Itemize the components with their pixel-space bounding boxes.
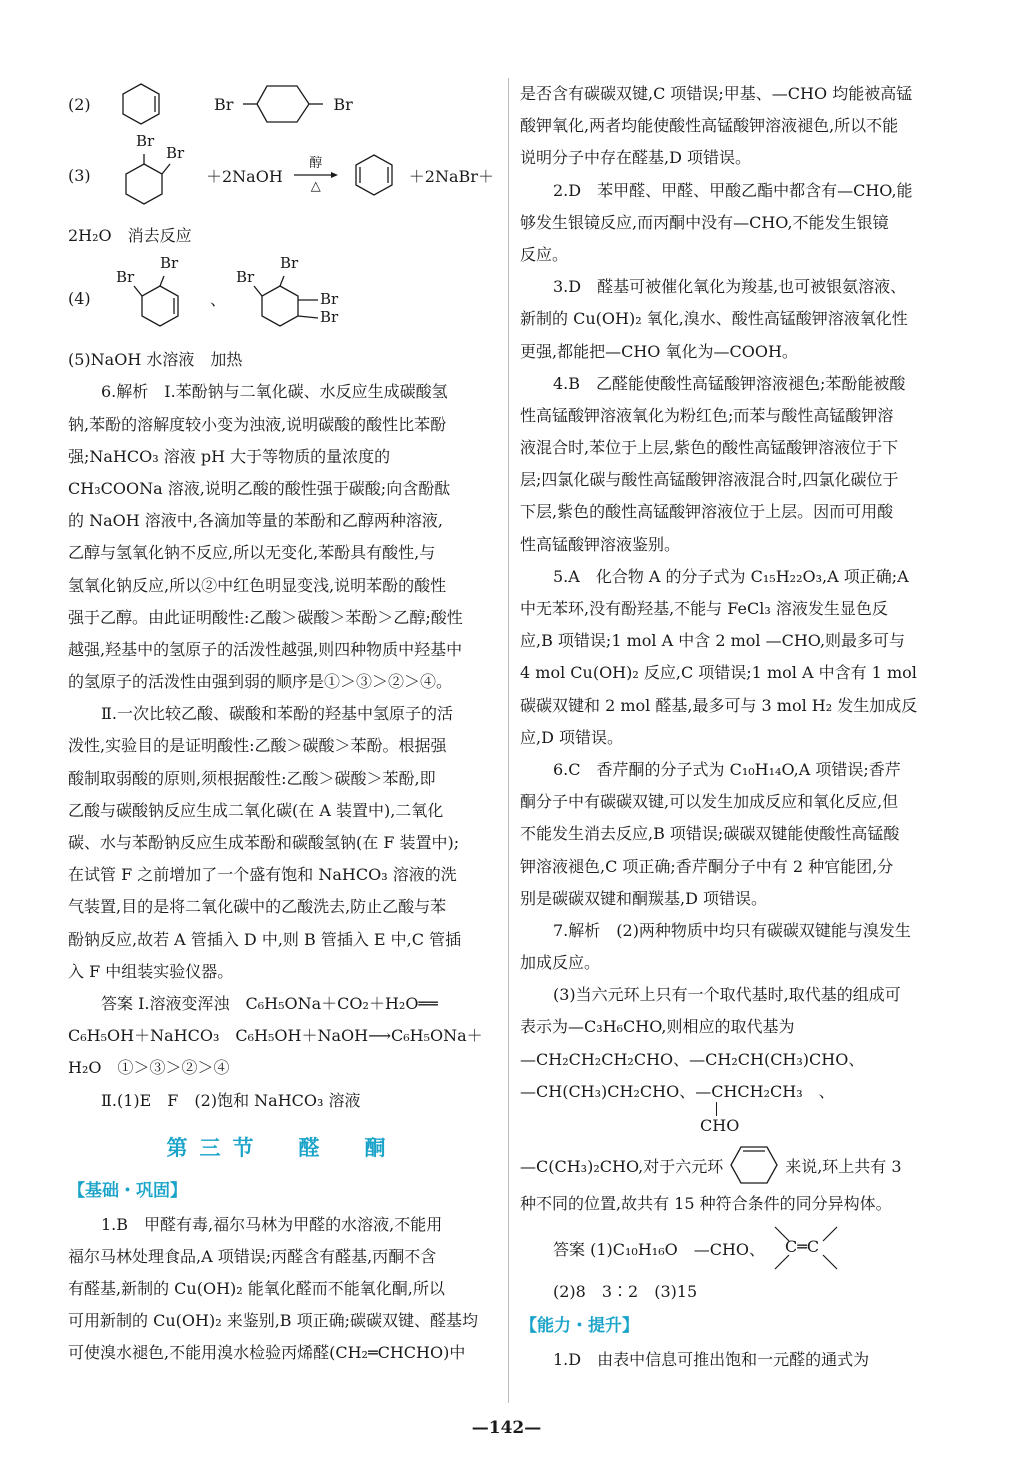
r-line-9: 更强,都能把—CHO 氧化为—COOH。 bbox=[520, 341, 798, 361]
q1-line-2: 福尔马林处理食品,A 项错误;丙醛含有醛基,丙酮不含 bbox=[68, 1246, 437, 1266]
r-line-3: 说明分子中存在醛基,D 项错误。 bbox=[520, 148, 752, 168]
r-line-19: 4 mol Cu(OH)₂ 反应,C 项错误;1 mol A 中含有 1 mol bbox=[520, 663, 917, 683]
item-4-separator: 、 bbox=[210, 289, 227, 309]
item-4-br-e: Br bbox=[320, 290, 339, 309]
page-number: —142— bbox=[471, 1418, 542, 1438]
q6-line-12: 泼性,实验目的是证明酸性:乙酸＞碳酸＞苯酚。根据强 bbox=[68, 736, 447, 756]
r-line-7: 3.D 醛基可被催化氧化为羧基,也可被银氨溶液、 bbox=[553, 277, 907, 297]
r-line-13: 层;四氯化碳与酸性高锰酸钾溶液混合时,四氯化碳位于 bbox=[520, 470, 899, 490]
r-line-16: 5.A 化合物 A 的分子式为 C₁₅H₂₂O₃,A 项正确;A bbox=[553, 566, 909, 586]
ring-line bbox=[520, 1142, 950, 1188]
dibromocyclohexene bbox=[116, 254, 200, 342]
r-line-14: 下层,紫色的酸性高锰酸钾溶液位于上层。因而可用酸 bbox=[520, 502, 894, 522]
item-3-br-a: Br bbox=[136, 132, 155, 150]
r-line-11: 性高锰酸钾溶液氧化为粉红色;而苯与酸性高锰酸钾溶 bbox=[520, 405, 894, 425]
cc-label: C═C bbox=[785, 1237, 820, 1257]
r-line-24: 不能发生消去反应,B 项错误;碳碳双键能使酸性高锰酸 bbox=[520, 824, 900, 844]
q6-line-19: 入 F 中组装实验仪器。 bbox=[68, 961, 234, 981]
cyclohexane-tetrabromo-icon bbox=[236, 254, 356, 342]
q6-line-5: 的 NaOH 溶液中,各滴加等量的苯酚和乙醇两种溶液, bbox=[68, 511, 443, 531]
r-line-30: 表示为—C₃H₆CHO,则相应的取代基为 bbox=[520, 1017, 795, 1037]
arrow-condition-bottom: △ bbox=[310, 179, 321, 194]
q7-answer-2: (2)8 3∶2 (3)15 bbox=[553, 1282, 698, 1302]
cyclohexane-icon bbox=[116, 132, 196, 218]
item-4-br-f: Br bbox=[320, 308, 339, 327]
r-line-25: 钾溶液褪色,C 项正确;香芹酮分子中有 2 种官能团,分 bbox=[520, 856, 894, 876]
item-2-br-left: Br bbox=[214, 94, 234, 114]
item-2-label: (2) bbox=[68, 94, 91, 114]
q6-answer-line-3: H₂O ①＞③＞②＞④ bbox=[68, 1058, 230, 1078]
q1-line-4: 可用新制的 Cu(OH)₂ 来鉴别,B 项正确;碳碳双键、醛基均 bbox=[68, 1311, 479, 1331]
cyclohexene-dibromo-icon bbox=[116, 254, 200, 342]
r-line-26: 别是碳碳双键和酮羰基,D 项错误。 bbox=[520, 888, 768, 908]
tag-basic: 【基础・巩固】 bbox=[68, 1180, 187, 1201]
q6-line-3: 强;NaHCO₃ 溶液 pH 大于等物质的量浓度的 bbox=[68, 446, 391, 466]
r-line-20: 碳碳双键和 2 mol 醛基,最多可与 3 mol H₂ 发生加成反 bbox=[520, 695, 918, 715]
cyclohexene-icon bbox=[116, 80, 166, 128]
cyclohexadiene-icon bbox=[349, 151, 399, 199]
r-line-4: 2.D 苯甲醛、甲醛、甲酸乙酯中都含有—CHO,能 bbox=[553, 180, 913, 200]
arrow-icon bbox=[294, 171, 338, 179]
q6-line-7: 氢氧化钠反应,所以②中红色明显变浅,说明苯酚的酸性 bbox=[68, 575, 447, 595]
r-line-10: 4.B 乙醛能使酸性高锰酸钾溶液褪色;苯酚能被酸 bbox=[553, 373, 906, 393]
item-3-naoh: ＋2NaOH bbox=[206, 166, 283, 186]
branch-bond bbox=[716, 1102, 717, 1116]
tag-ability: 【能力・提升】 bbox=[520, 1316, 639, 1337]
q6-line-9: 越强,羟基中的氢原子的活泼性越强,则四种物质中羟基中 bbox=[68, 639, 463, 659]
r-line-21: 应,D 项错误。 bbox=[520, 727, 624, 747]
item-3-label: (3) bbox=[68, 165, 91, 185]
r-line-22: 6.C 香芹酮的分子式为 C₁₀H₁₄O,A 项错误;香芹 bbox=[553, 759, 901, 779]
item-4-br-c: Br bbox=[236, 268, 255, 287]
cyclohexene-ring-icon bbox=[729, 1143, 779, 1187]
item-4-br-a: Br bbox=[116, 268, 135, 287]
q6-line-16: 在试管 F 之前增加了一个盛有饱和 NaHCO₃ 溶液的洗 bbox=[68, 865, 457, 885]
q6-line-8: 强于乙醇。由此证明酸性:乙酸＞碳酸＞苯酚＞乙醇;酸性 bbox=[68, 607, 463, 627]
item-2-br-right: Br bbox=[333, 94, 353, 114]
q6-line-13: 酸制取弱酸的原则,须根据酸性:乙酸＞碳酸＞苯酚,即 bbox=[68, 768, 436, 788]
right-column bbox=[520, 78, 950, 1377]
r-line-8: 新制的 Cu(OH)₂ 氧化,溴水、酸性高锰酸钾溶液氧化性 bbox=[520, 309, 908, 329]
r-line-29: (3)当六元环上只有一个取代基时,取代基的组成可 bbox=[553, 985, 901, 1005]
q6-line-14: 乙酸与碳酸钠反应生成二氧化碳(在 A 装置中),二氧化 bbox=[68, 800, 444, 820]
q6-line-11: Ⅱ.一次比较乙酸、碳酸和苯酚的羟基中氢原子的活 bbox=[101, 704, 453, 724]
ring-line-2: 种不同的位置,故共有 15 种符合条件的同分异构体。 bbox=[520, 1194, 892, 1213]
r-line-31: —CH₂CH₂CH₂CHO、—CH₂CH(CH₃)CHO、 bbox=[520, 1049, 865, 1069]
ring-line-a: —C(CH₃)₂CHO,对于六元环 bbox=[520, 1156, 724, 1176]
item-4-label: (4) bbox=[68, 288, 91, 308]
r-line-18: 应,B 项错误;1 mol A 中含 2 mol —CHO,则最多可与 bbox=[520, 631, 906, 651]
q1-line-1: 1.B 甲醛有毒,福尔马林为甲醛的水溶液,不能用 bbox=[101, 1214, 443, 1234]
q6-line-10: 的氢原子的活泼性由强到弱的顺序是①＞③＞②＞④。 bbox=[68, 672, 453, 692]
r-line-6: 反应。 bbox=[520, 244, 569, 264]
r-last-line: 1.D 由表中信息可推出饱和一元醛的通式为 bbox=[553, 1350, 870, 1370]
reaction-arrow bbox=[293, 156, 339, 194]
item-3-nabr: ＋2NaBr＋ bbox=[408, 166, 494, 186]
q6-answer-line-2: C₆H₅OH＋NaHCO₃ C₆H₅OH＋NaOH⟶C₆H₅ONa＋ bbox=[68, 1026, 483, 1046]
q6-line-2: 钠,苯酚的溶解度较小变为浊液,说明碳酸的酸性比苯酚 bbox=[68, 414, 447, 434]
left-column bbox=[68, 78, 496, 1370]
ring-line-b: 来说,环上共有 3 bbox=[785, 1156, 902, 1176]
q6-line-6: 乙醇与氢氧化钠不反应,所以无变化,苯酚具有酸性,与 bbox=[68, 543, 436, 563]
r-line-5: 够发生银镜反应,而丙酮中没有—CHO,不能发生银镜 bbox=[520, 212, 889, 232]
q6-answer-line-1: 答案 Ⅰ.溶液变浑浊 C₆H₅ONa＋CO₂＋H₂O══ bbox=[101, 993, 438, 1013]
item-4-br-d: Br bbox=[280, 254, 299, 273]
r-line-2: 酸钾氧化,两者均能使酸性高锰酸钾溶液褪色,所以不能 bbox=[520, 116, 899, 136]
tetrabromocyclohexane bbox=[236, 254, 356, 342]
item-2-structures bbox=[68, 78, 496, 130]
r-line-12: 液混合时,苯位于上层,紫色的酸性高锰酸钾溶液位于下 bbox=[520, 438, 899, 458]
section-title: 第三节 醛 酮 bbox=[166, 1134, 398, 1160]
item-3-reaction bbox=[68, 130, 496, 220]
cho-label: CHO bbox=[700, 1116, 740, 1135]
q6-line-15: 碳、水与苯酚钠反应生成苯酚和碳酸氢钠(在 F 装置中); bbox=[68, 833, 460, 852]
r-line-32: —CH(CH₃)CH₂CHO、—CHCH₂CH₃ 、 bbox=[520, 1081, 835, 1101]
item-4-structures bbox=[68, 252, 496, 344]
r-line-23: 酮分子中有碳碳双键,可以发生加成反应和氧化反应,但 bbox=[520, 792, 899, 812]
r-line-27: 7.解析 (2)两种物质中均只有碳碳双键能与溴发生 bbox=[553, 920, 911, 940]
cc-double-bond bbox=[771, 1223, 841, 1273]
dibromocyclohexane-icon bbox=[243, 80, 323, 128]
q1-line-3: 有醛基,新制的 Cu(OH)₂ 能氧化醛而不能氧化酮,所以 bbox=[68, 1279, 445, 1299]
q7-answer bbox=[520, 1220, 950, 1276]
arrow-condition-top: 醇 bbox=[309, 156, 323, 171]
q6-answer-line-4: Ⅱ.(1)E F (2)饱和 NaHCO₃ 溶液 bbox=[101, 1090, 361, 1110]
r-line-28: 加成反应。 bbox=[520, 953, 601, 973]
r-line-15: 性高锰酸钾溶液鉴别。 bbox=[520, 534, 681, 554]
q1-line-5: 可使溴水褪色,不能用溴水检验丙烯醛(CH₂═CHCHO)中 bbox=[68, 1343, 466, 1363]
q6-line-17: 气装置,目的是将二氧化碳中的乙酸洗去,防止乙酸与苯 bbox=[68, 897, 447, 917]
q7-answer-prefix: 答案 (1)C₁₀H₁₆O —CHO、 bbox=[553, 1239, 766, 1259]
r-line-1: 是否含有碳碳双键,C 项错误;甲基、—CHO 均能被高锰 bbox=[520, 84, 913, 103]
q6-line-4: CH₃COONa 溶液,说明乙酸的酸性强于碳酸;向含酚酞 bbox=[68, 478, 451, 498]
q6-line-1: 6.解析 Ⅰ.苯酚钠与二氧化碳、水反应生成碳酸氢 bbox=[101, 382, 448, 402]
cho-branch bbox=[520, 1108, 950, 1142]
dibromo-reactant bbox=[116, 132, 196, 218]
item-3-br-b: Br bbox=[166, 144, 185, 162]
item-5: (5)NaOH 水溶液 加热 bbox=[68, 350, 243, 370]
q6-line-18: 酚钠反应,故若 A 管插入 D 中,则 B 管插入 E 中,C 管插 bbox=[68, 929, 462, 949]
r-line-17: 中无苯环,没有酚羟基,不能与 FeCl₃ 溶液发生显色反 bbox=[520, 599, 888, 618]
item-4-br-b: Br bbox=[160, 254, 179, 273]
item-3-line2: 2H₂O 消去反应 bbox=[68, 226, 192, 245]
column-divider bbox=[508, 78, 509, 1403]
